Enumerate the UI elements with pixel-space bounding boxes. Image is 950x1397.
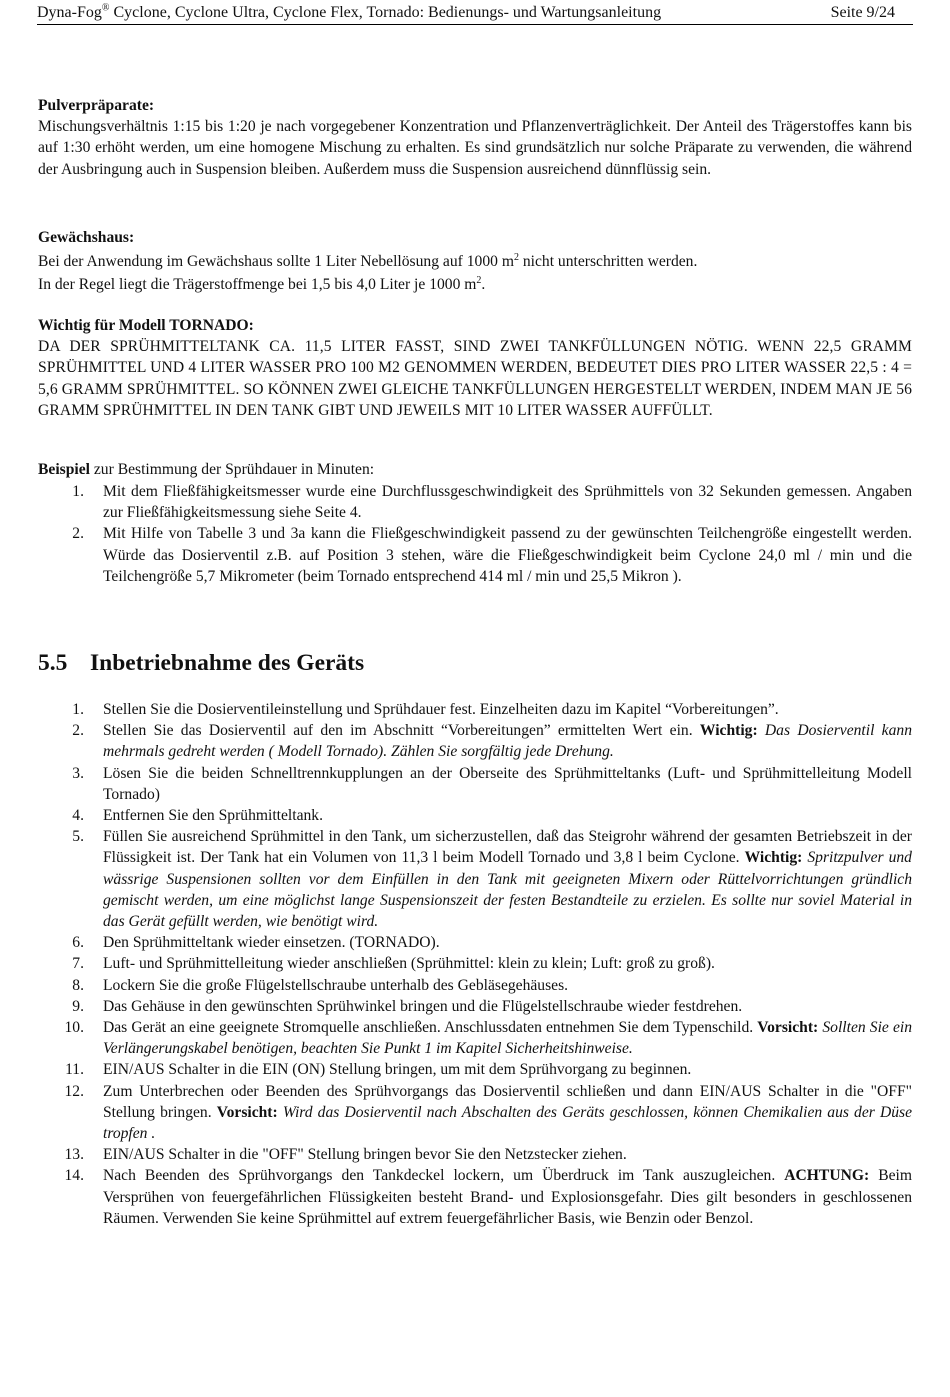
beispiel-lead: Beispiel zur Bestimmung der Sprühdauer in Minuten: [38,461,375,478]
page-number: Seite 9/24 [830,4,895,21]
beispiel-list [38,481,912,587]
section-tornado [38,315,912,421]
steps-list [38,699,912,1229]
step-item: 9. Das Gehäuse in den gewünschten Sprühwinkel bringen und die Flügelstellschraube wieder festdrehen. [72,997,743,1015]
step-item: 12. Zum Unterbrechen oder Beenden des Sprühvorgangs das Dosierventil schließen und dann EIN/AUS Schalter in die "OFF" Stellung bringen. Vorsicht: Wird das Dosierventil nach Abschalten des Geräts geschlossen, können Chemikalien aus der Düse tropfen . [64,1082,913,1143]
heading-pulverpraeparate: Pulverpräparate: [38,97,155,114]
step-item: 14. Nach Beenden des Sprühvorgangs den Tankdeckel lockern, um Überdruck im Tank auszugleichen. ACHTUNG: Beim Versprühen von feuergefährlichen Flüssigkeiten besteht Brand- und Explosionsgefahr. Dies gilt besonders in geschlossenen Räumen. Verwenden Sie keine Sprühmittel auf extrem feuergefährlicher Basis, wie Benzin oder Benzol. [64,1167,913,1227]
section-gewaechshaus [38,227,912,296]
step-item: 10. Das Gerät an eine geeignete Stromquelle anschließen. Anschlussdaten entnehmen Sie dem Typenschild. Vorsicht: Sollten Sie ein Verlängerungskabel benötigen, beachten Sie Punkt 1 im Kapitel Sicherheitshinweise. [64,1019,913,1058]
heading-tornado: Wichtig für Modell TORNADO: [38,317,254,334]
paragraph-tornado: DA DER SPRÜHMITTELTANK CA. 11,5 LITER FASST, SIND ZWEI TANKFÜLLUNGEN NÖTIG. WENN 22,5 GRAMM SPRÜHMITTEL UND 4 LITER WASSER PRO 100 M2 GENOMMEN WERDEN, BEDEUTET DIES PRO LITER WASSER 22,5 : 4 = 5,6 GRAMM SPRÜHMITTEL. SO KÖNNEN ZWEI GLEICHE TANKFÜLLUNGEN HERGESTELLT WERDEN, INDEM MAN JE 56 GRAMM SPRÜHMITTEL IN DEN TANK GIBT UND JEWEILS MIT 10 LITER WASSER AUFFÜLLT. [38,338,912,419]
step-item: 11. EIN/AUS Schalter in die EIN (ON) Stellung bringen, um mit dem Sprühvorgang zu beginnen. [65,1061,692,1079]
heading-gewaechshaus: Gewächshaus: [38,229,135,246]
section-heading-5-5: 5.5 Inbetriebnahme des Geräts [38,650,365,676]
step-item: 8. Lockern Sie die große Flügelstellschraube unterhalb des Gebläsegehäuses. [72,976,569,994]
paragraph-pulverpraeparate: Mischungsverhältnis 1:15 bis 1:20 je nach vorgegebener Konzentration und Pflanzenverträglichkeit. Der Anteil des Trägerstoffes kann bis auf 1:30 erhöht werden, um eine homogene Mischung zu erhalten. Es sind grundsätzlich nur solche Präparate zu verwenden, die während der Ausbringung auch in Suspension bleiben. Außerdem muss die Suspension ausreichend dünnflüssig sein. [38,118,912,178]
section-beispiel [38,459,912,480]
step-item: 4. Entfernen Sie den Sprühmitteltank. [72,807,323,825]
list-item: 2. Mit Hilfe von Tabelle 3 und 3a kann die Fließgeschwindigkeit passend zu der gewünschten Teilchengröße eingestellt werden. Würde das Dosierventil z.B. auf Position 3 stehen, wäre die Fließgeschwindigkeit beim Cyclone 24,0 ml / min und die Teilchengröße 5,7 Mikrometer (beim Tornado entsprechend 414 ml / min und 25,5 Mikron ). [72,525,912,585]
gewaechshaus-line-1: Bei der Anwendung im Gewächshaus sollte 1 Liter Nebellösung auf 1000 $m^2$ nicht unterschritten werden. [38,252,698,271]
section-pulverpraeparate [38,95,912,180]
step-item: 2. Stellen Sie das Dosierventil auf den im Abschnitt “Vorbereitungen” ermittelten Wert ein. Wichtig: Das Dosierventil kann mehrmals gedreht werden ( Modell Tornado). Zählen Sie sorgfältig jede Drehung. [72,722,912,761]
step-item: 7. Luft- und Sprühmittelleitung wieder anschließen (Sprühmittel: klein zu klein; Luft: groß zu groß). [72,955,715,973]
step-item: 3. Lösen Sie die beiden Schnelltrennkupplungen an der Oberseite des Sprühmitteltanks (Luft- und Sprühmittelleitung Modell Tornado) [72,764,912,803]
gewaechshaus-line-2: In der Regel liegt die Trägerstoffmenge bei 1,5 bis 4,0 Liter je 1000 $m^2$. [38,275,486,294]
header-title: Dyna-Fog® Cyclone, Cyclone Ultra, Cyclone Flex, Tornado: Bedienungs- und Wartungsanleitung [37,2,662,21]
list-item: 1. Mit dem Fließfähigkeitsmesser wurde eine Durchflussgeschwindigkeit des Sprühmittels von 32 Sekunden gemessen. Angaben zur Fließfähigkeitsmessung siehe Seite 4. [72,483,912,522]
step-item: 5. Füllen Sie ausreichend Sprühmittel in den Tank, um sicherzustellen, daß das Steigrohr während der gesamten Betriebszeit in der Flüssigkeit ist. Der Tank hat ein Volumen von 11,3 l beim Modell Tornado und 3,8 l beim Cyclone. Wichtig: Spritzpulver und wässrige Suspensionen sollten vor dem Einfüllen in den Tank mit geeigneten Mixern oder Rüttelvorrichtungen gründlich gemischt werden, um eine möglichst lange Suspensionszeit der festen Bestandteile zu erzielen. Es sollte nur soviel Material in das Gerät gefüllt werden, wie benötigt wird. [72,828,912,931]
step-item: 1. Stellen Sie die Dosierventileinstellung und Sprühdauer fest. Einzelheiten dazu im Kapitel “Vorbereitungen”. [72,701,779,718]
step-item: 13. EIN/AUS Schalter in die "OFF" Stellung bringen bevor Sie den Netzstecker ziehen. [64,1146,627,1164]
page-header [37,2,913,25]
step-item: 6. Den Sprühmitteltank wieder einsetzen. (TORNADO). [72,934,440,952]
